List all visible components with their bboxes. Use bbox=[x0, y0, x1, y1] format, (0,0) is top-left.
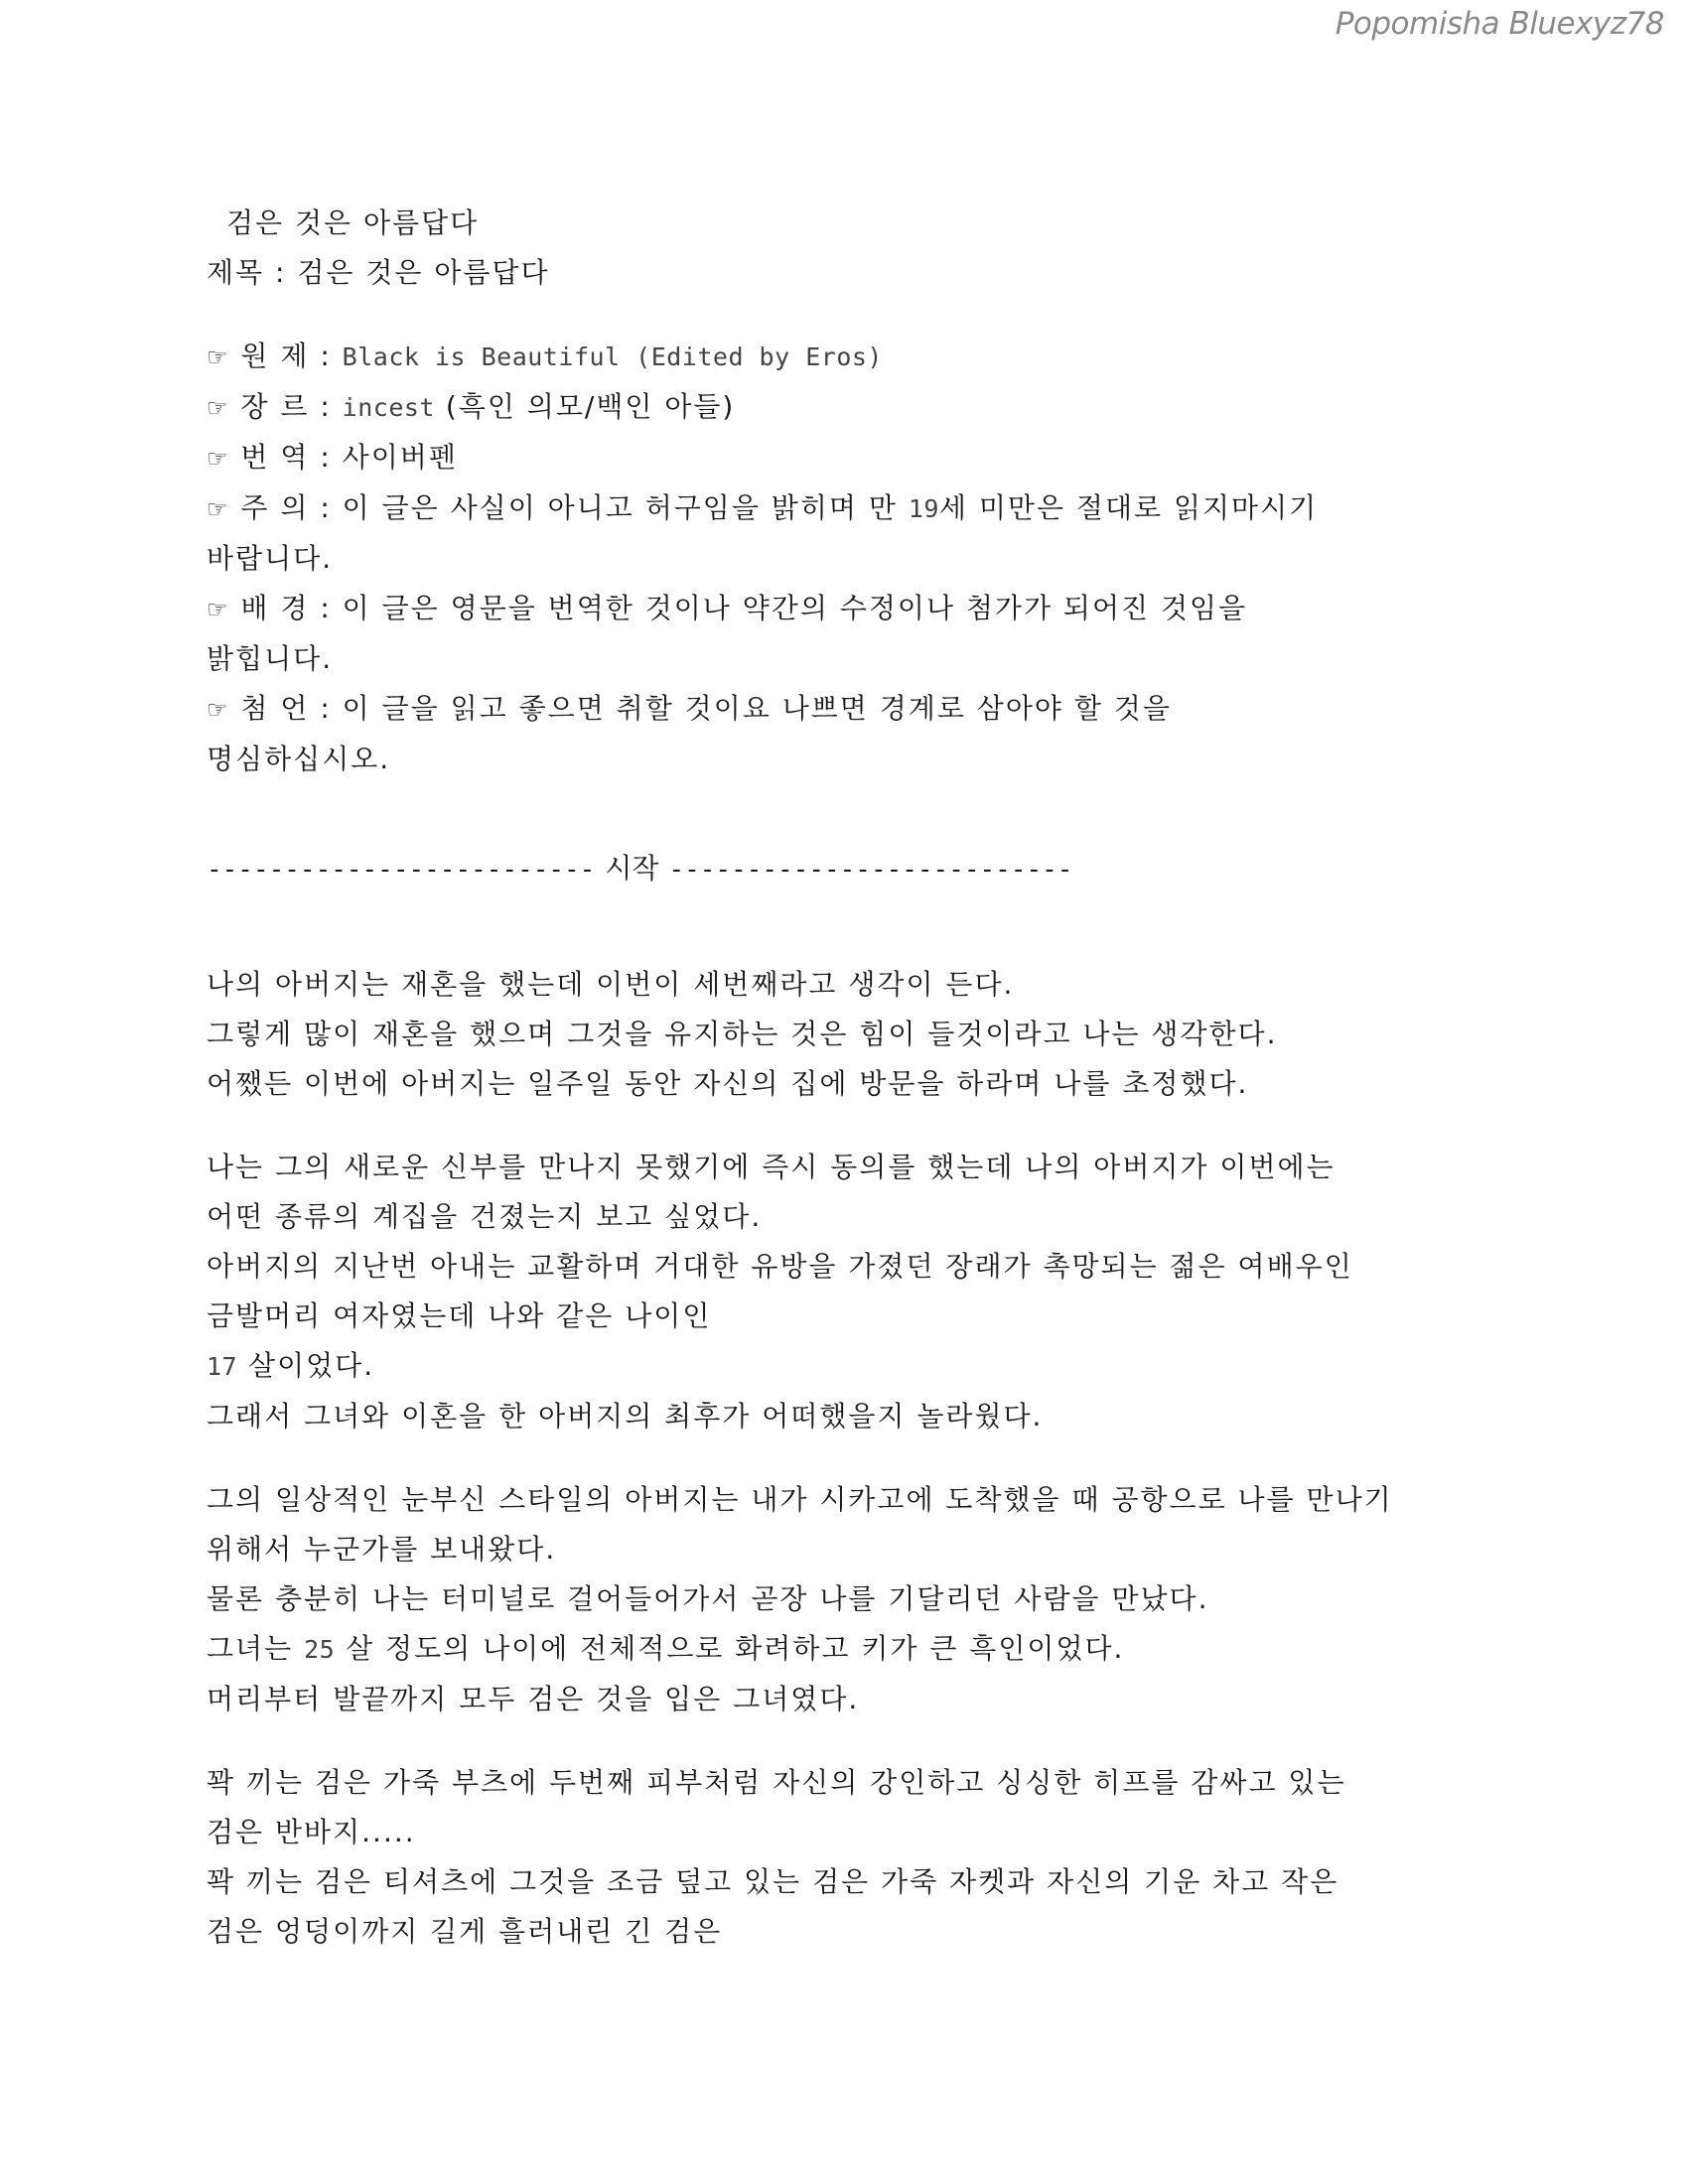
divider-right: -------------------------- bbox=[668, 855, 1073, 885]
info-label: 첨 언 : bbox=[240, 692, 332, 725]
info-label: 주 의 : bbox=[240, 491, 332, 524]
paragraph-line: 어떤 종류의 계집을 건졌는지 보고 싶었다. bbox=[207, 1200, 763, 1233]
info-value-cont: 세 미만은 절대로 읽지마시기 bbox=[938, 491, 1319, 524]
paragraph-line: 꽉 끼는 검은 가죽 부츠에 두번째 피부처럼 자신의 강인하고 싱싱한 히프를 감싸고 있는 bbox=[207, 1766, 1346, 1799]
info-translator bbox=[207, 433, 1497, 483]
info-genre bbox=[207, 382, 1497, 433]
paragraph-line: 그의 일상적인 눈부신 스타일의 아버지는 내가 시카고에 도착했을 때 공항으로 나를 만나기 bbox=[207, 1483, 1393, 1516]
pointing-hand-icon: ☞ bbox=[207, 394, 230, 422]
paragraph-line: 금발머리 여자였는데 나와 같은 나이인 bbox=[207, 1299, 712, 1332]
paragraph-line bbox=[207, 1624, 1497, 1675]
text-part: 그녀는 bbox=[207, 1632, 294, 1665]
paragraph-line: 나의 아버지는 재혼을 했는데 이번이 세번째라고 생각이 든다. bbox=[207, 968, 1015, 1001]
start-divider bbox=[207, 844, 1497, 894]
age-number: 17 bbox=[207, 1352, 238, 1381]
info-value: 사이버펜 bbox=[342, 441, 458, 474]
pointing-hand-icon: ☞ bbox=[207, 495, 230, 523]
info-label: 장 르 : bbox=[240, 390, 332, 423]
text-part: 살 정도의 나이에 전체적으로 화려하고 키가 큰 흑인이었다. bbox=[346, 1632, 1125, 1665]
divider-left: ------------------------- bbox=[207, 855, 596, 885]
info-label: 원 제 : bbox=[240, 340, 332, 372]
info-note bbox=[207, 684, 1497, 735]
subject-line: 제목 : 검은 것은 아름답다 bbox=[207, 256, 550, 289]
paragraph-line: 아버지의 지난번 아내는 교활하며 거대한 유방을 가졌던 장래가 촉망되는 젊은 여배우인 bbox=[207, 1250, 1353, 1283]
info-note-cont: 명심하십시오. bbox=[207, 743, 391, 775]
paragraph-line bbox=[207, 1341, 1497, 1392]
info-original-title bbox=[207, 332, 1497, 382]
info-background-cont: 밝힙니다. bbox=[207, 642, 334, 675]
paragraph-line: 검은 반바지..... bbox=[207, 1816, 416, 1848]
pointing-hand-icon: ☞ bbox=[207, 696, 230, 724]
paragraph-line: 위해서 누군가를 보내왔다. bbox=[207, 1533, 557, 1566]
divider-label: 시작 bbox=[605, 852, 659, 885]
paragraph-line: 물론 충분히 나는 터미널로 걸어들어가서 곧장 나를 기달리던 사람을 만났다. bbox=[207, 1582, 1209, 1615]
document-body bbox=[207, 199, 1497, 1957]
info-number: 19 bbox=[908, 494, 939, 523]
paragraph-line: 검은 엉덩이까지 길게 흘러내린 긴 검은 bbox=[207, 1915, 723, 1948]
info-value: incest bbox=[342, 393, 435, 422]
age-number: 25 bbox=[304, 1635, 336, 1664]
pointing-hand-icon: ☞ bbox=[207, 445, 230, 473]
info-caution-cont: 바랍니다. bbox=[207, 542, 334, 575]
info-background bbox=[207, 584, 1497, 634]
paragraph-line: 그렇게 많이 재혼을 했으며 그것을 유지하는 것은 힘이 들것이라고 나는 생각한다. bbox=[207, 1018, 1278, 1050]
info-value: 이 글은 영문을 번역한 것이나 약간의 수정이나 첨가가 되어진 것임을 bbox=[342, 592, 1248, 624]
age-text: 살이었다. bbox=[248, 1349, 375, 1382]
watermark: Popomisha Bluexyz78 bbox=[1335, 6, 1664, 42]
info-label: 배 경 : bbox=[240, 592, 332, 624]
paragraph-line: 어쨌든 이번에 아버지는 일주일 동안 자신의 집에 방문을 하라며 나를 초정했다. bbox=[207, 1067, 1249, 1100]
info-value: Black is Beautiful (Edited by Eros) bbox=[342, 342, 883, 371]
info-label: 번 역 : bbox=[240, 441, 332, 474]
paragraph-line: 머리부터 발끝까지 모두 검은 것을 입은 그녀였다. bbox=[207, 1683, 860, 1715]
paragraph-line: 그래서 그녀와 이혼을 한 아버지의 최후가 어떠했을지 놀라웠다. bbox=[207, 1400, 1044, 1433]
paragraph-line: 나는 그의 새로운 신부를 만나지 못했기에 즉시 동의를 했는데 나의 아버지가 이번에는 bbox=[207, 1151, 1336, 1183]
info-value: 이 글은 사실이 아니고 허구임을 밝히며 만 bbox=[342, 491, 898, 524]
info-value: 이 글을 읽고 좋으면 취할 것이요 나쁘면 경계로 삼아야 할 것을 bbox=[342, 692, 1172, 725]
info-value-extra: (흑인 의모/백인 아들) bbox=[445, 390, 736, 423]
pointing-hand-icon: ☞ bbox=[207, 343, 230, 371]
document-title: 검은 것은 아름답다 bbox=[226, 206, 480, 239]
paragraph-line: 꽉 끼는 검은 티셔츠에 그것을 조금 덮고 있는 검은 가죽 자켓과 자신의 기운 차고 작은 bbox=[207, 1865, 1339, 1898]
pointing-hand-icon: ☞ bbox=[207, 596, 230, 623]
info-caution bbox=[207, 483, 1497, 534]
